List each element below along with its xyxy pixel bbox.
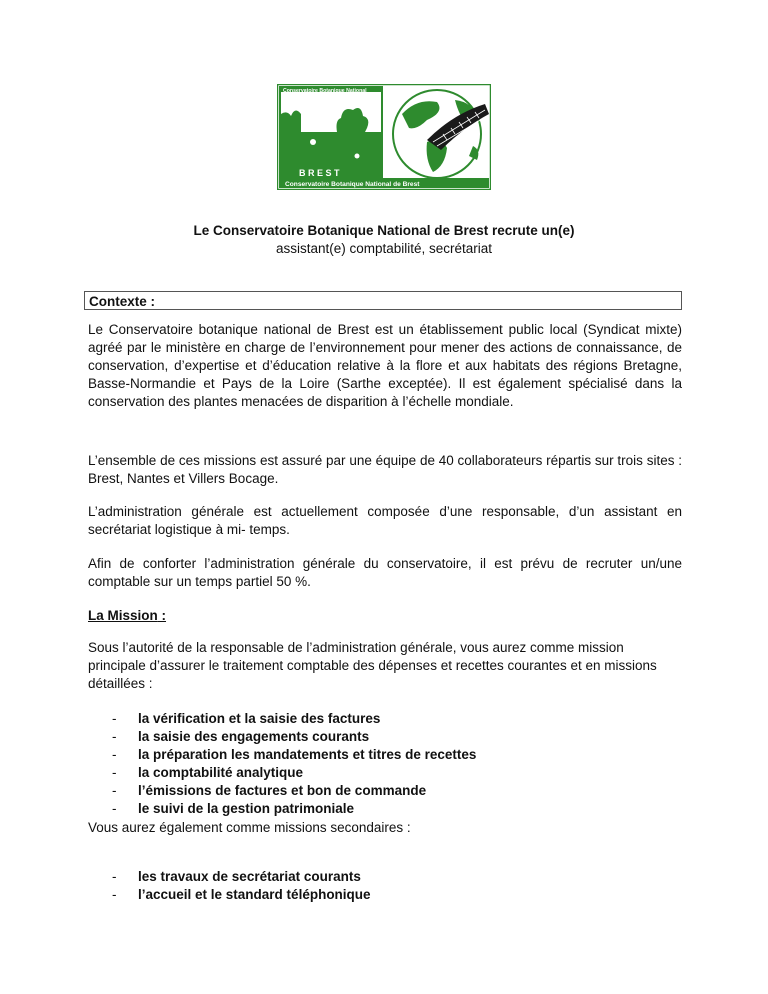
list-item [88, 782, 682, 800]
list-item-text: la comptabilité analytique [138, 765, 304, 780]
job-subtitle: assistant(e) comptabilité, secrétariat [275, 241, 493, 256]
dash-bullet: - [112, 869, 117, 884]
list-item-text: la préparation les mandatements et titres de recettes [138, 747, 477, 762]
recruitment-paragraph: Afin de conforter l’administration générale du conservatoire, il est prévu de recruter un/une comptable sur un temps partiel 50 %. [88, 556, 682, 589]
mission-heading-colon: : [157, 608, 167, 623]
list-item [88, 800, 682, 818]
list-item [88, 764, 682, 782]
title-block [0, 222, 768, 258]
dash-bullet: - [112, 887, 117, 902]
dash-bullet: - [112, 783, 117, 798]
list-item-text: l’accueil et le standard téléphonique [138, 887, 371, 902]
job-title: Le Conservatoire Botanique National de Brest recrute un(e) [193, 223, 575, 238]
secondary-missions-list [88, 868, 682, 904]
list-item [88, 728, 682, 746]
mission-heading [88, 607, 682, 625]
administration-paragraph: L’administration générale est actuellement composée d’une responsable, d’un assistant en secrétariat logistique à mi- temps. [88, 504, 682, 537]
list-item [88, 886, 682, 904]
list-item [88, 746, 682, 764]
dash-bullet: - [112, 729, 117, 744]
dash-bullet: - [112, 801, 117, 816]
list-item-text: l’émissions de factures et bon de commande [138, 783, 427, 798]
dash-bullet: - [112, 711, 117, 726]
list-item-text: les travaux de secrétariat courants [138, 869, 361, 884]
logo-top-text: Conservatoire Botanique National [283, 88, 367, 94]
dash-bullet: - [112, 747, 117, 762]
list-item [88, 710, 682, 728]
secondary-missions-intro: Vous aurez également comme missions secondaires : [88, 820, 411, 835]
context-heading: Contexte : [84, 291, 682, 310]
main-missions-list [88, 710, 682, 818]
list-item-text: le suivi de la gestion patrimoniale [138, 801, 355, 816]
list-item-text: la vérification et la saisie des factures [138, 711, 381, 726]
team-paragraph: L’ensemble de ces missions est assuré par une équipe de 40 collaborateurs répartis sur trois sites : Brest, Nantes et Villers Bocage. [88, 453, 682, 486]
logo-bottom-text: Conservatoire Botanique National de Brest [285, 181, 420, 188]
logo-brest-text: B R E S T [299, 168, 340, 178]
list-item [88, 868, 682, 886]
context-paragraph: Le Conservatoire botanique national de Brest est un établissement public local (Syndicat mixte) agréé par le ministère en charge de l’environnement pour mener des actions de connaissance, de conservation, d’expertise et d’éducation relative à la flore et aux habitats des régions Bretagne, Basse-Normandie et Pays de la Loire (Sarthe exceptée). Il est également spécialisé dans la conservation des plantes menacées de disparition à l’échelle mondiale. [88, 322, 682, 409]
list-item-text: la saisie des engagements courants [138, 729, 370, 744]
organization-logo [277, 84, 491, 190]
mission-intro-paragraph: Sous l’autorité de la responsable de l’administration générale, vous aurez comme mission principale d’assurer le traitement comptable des dépenses et recettes courantes et en missions détaillées : [88, 640, 657, 691]
mission-heading-label: La Mission [88, 608, 158, 623]
dash-bullet: - [112, 765, 117, 780]
